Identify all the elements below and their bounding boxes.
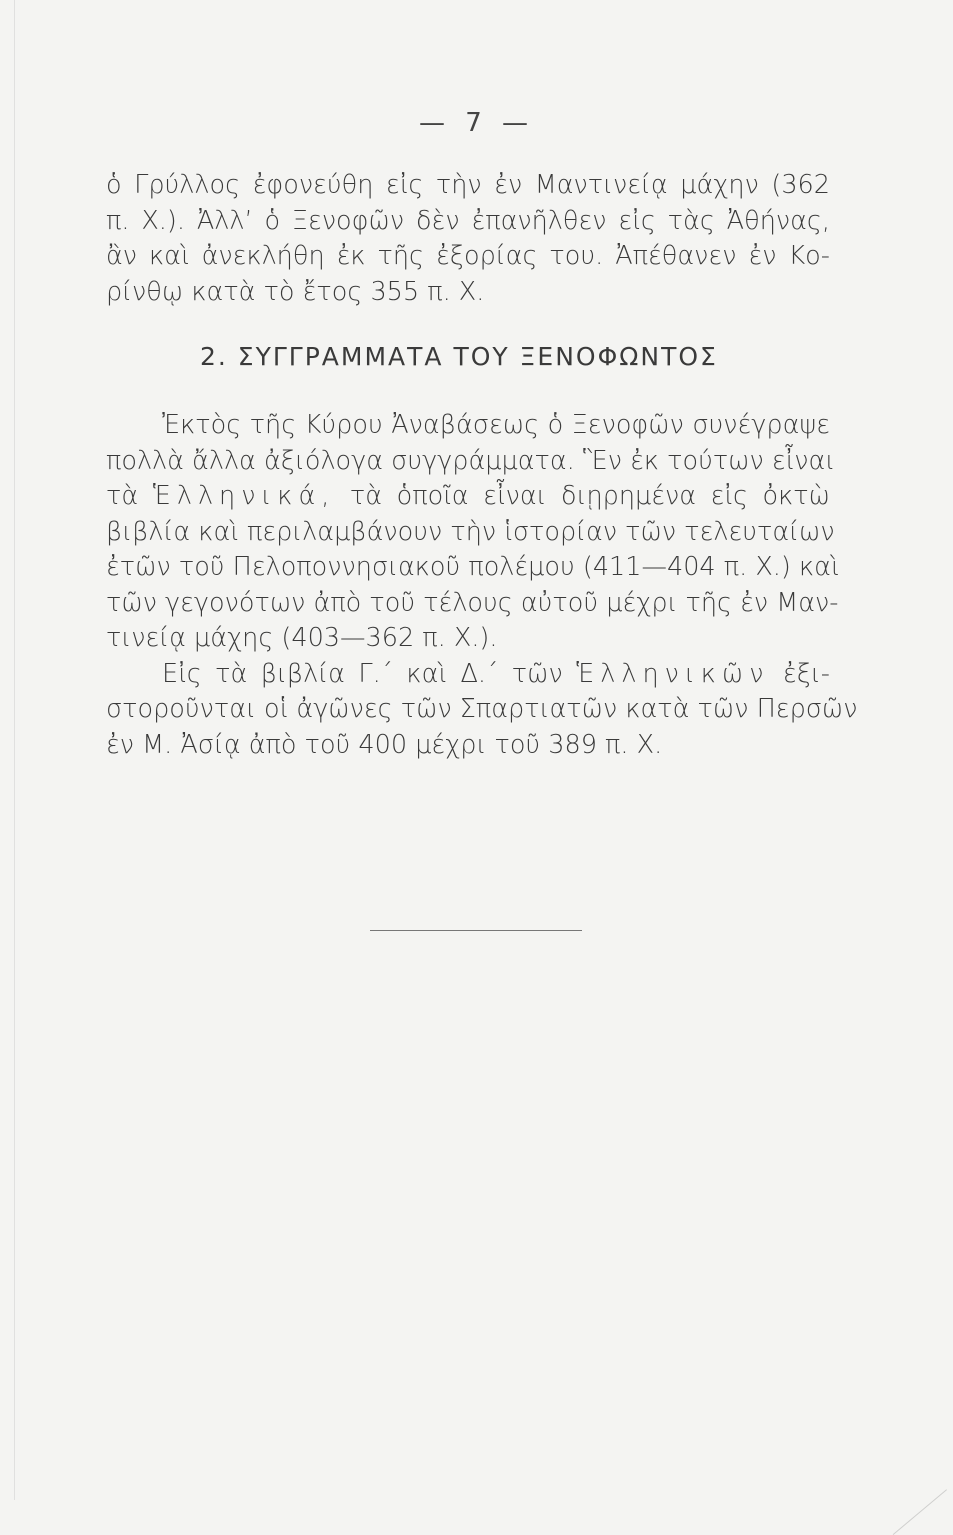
section-heading: 2. ΣΥΓΓΡΑΜΜΑΤΑ ΤΟΥ ΞΕΝΟΦΩΝΤΟΣ — [200, 342, 718, 371]
text-fragment: τὰ — [106, 481, 139, 511]
text-fragment: ἐξι- — [782, 658, 830, 689]
text-line — [106, 479, 830, 515]
text-line — [106, 657, 830, 693]
page-crease — [14, 0, 15, 1500]
text-line: π. Χ.). Ἀλλ’ ὁ Ξενοφῶν δὲν ἐπανῆλθεν εἰς τὰς Ἀθήνας, — [106, 205, 830, 236]
text-line: ὁ Γρύλλος ἐφονεύθη εἰς τὴν ἐν Μαντινείᾳ μάχην (362 — [106, 170, 830, 200]
text-line: τῶν γεγονότων ἀπὸ τοῦ τέλους αὐτοῦ μέχρι τῆς ἐν Μαν- — [106, 587, 839, 618]
paragraph-1 — [106, 168, 830, 310]
work-title: Ἑλληνικῶν — [576, 658, 770, 689]
end-rule — [370, 930, 582, 931]
text-line: βιβλία καὶ περιλαμβάνουν τὴν ἱστορίαν τῶν τελευταίων — [106, 516, 835, 547]
text-line: ρίνθῳ κατὰ τὸ ἔτος 355 π. Χ. — [106, 276, 485, 307]
paragraph-2 — [106, 408, 858, 763]
text-line: τινείᾳ μάχης (403—362 π. Χ.). — [106, 623, 498, 653]
page-corner-mark — [848, 1436, 947, 1535]
text-line: Ἐκτὸς τῆς Κύρου Ἀναβάσεως ὁ Ξενοφῶν συνέγραψε — [162, 410, 830, 440]
text-line: πολλὰ ἄλλα ἀξιόλογα συγγράμματα. Ἓν ἐκ τούτων εἶναι — [106, 445, 836, 476]
text-line: στοροῦνται οἱ ἀγῶνες τῶν Σπαρτιατῶν κατὰ τῶν Περσῶν — [106, 694, 858, 724]
text-line: ἐτῶν τοῦ Πελοποννησιακοῦ πολέμου (411—404 π. Χ.) καὶ — [106, 552, 840, 582]
text-fragment: τὰ ὁποῖα εἶναι διῃρημένα εἰς ὀκτὼ — [349, 481, 830, 511]
work-title: Ἑλληνικά, — [152, 481, 336, 511]
text-line: ἂν καὶ ἀνεκλήθη ἐκ τῆς ἐξορίας του. Ἀπέθανεν ἐν Κο- — [106, 241, 830, 271]
text-fragment: Εἰς τὰ βιβλία Γ.΄ καὶ Δ.΄ τῶν — [162, 658, 563, 689]
text-line: ἐν Μ. Ἀσίᾳ ἀπὸ τοῦ 400 μέχρι τοῦ 389 π. Χ. — [106, 729, 663, 760]
page-number: — 7 — — [418, 108, 535, 138]
